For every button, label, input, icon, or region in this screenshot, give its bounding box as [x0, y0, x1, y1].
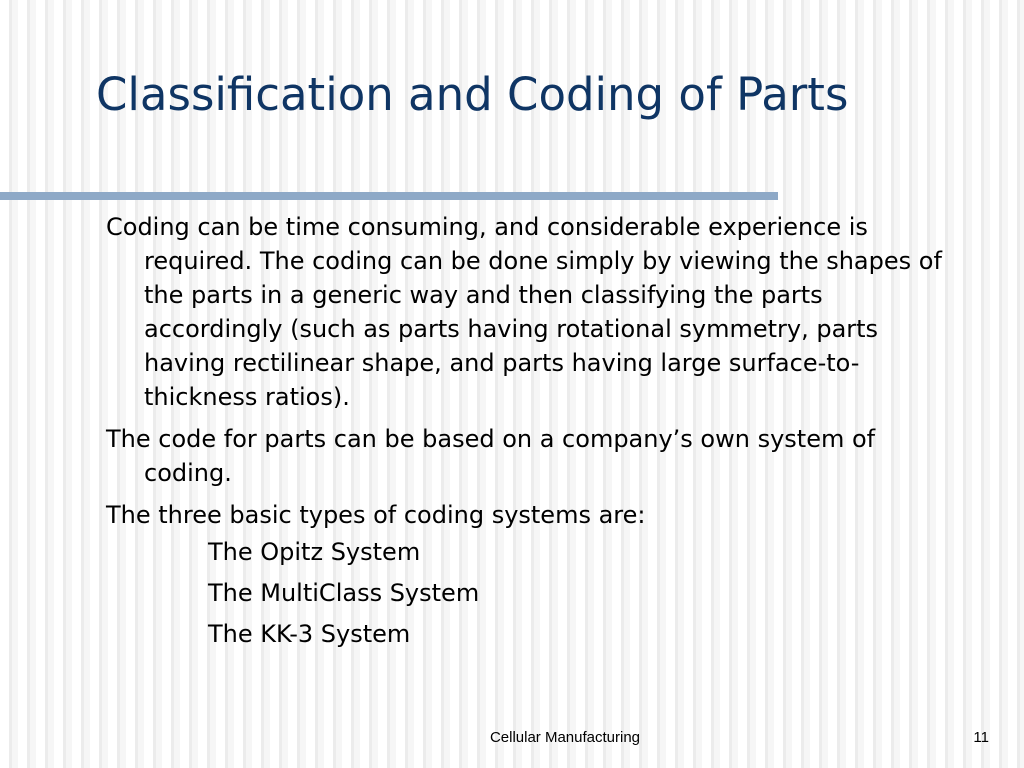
- list-item-multiclass: The MultiClass System: [208, 579, 480, 607]
- list-item-opitz: The Opitz System: [208, 538, 421, 566]
- list-item-kk3: The KK-3 System: [208, 620, 411, 648]
- page-number: 11: [973, 729, 989, 746]
- slide-body: [106, 210, 966, 655]
- body-paragraph-coding-effort: Coding can be time consuming, and considerable experience is required. The coding can be done simply by viewing the shapes of the parts in a generic way and then classifying the parts accordingly (such as parts having rotational symmetry, parts having rectilinear shape, and parts having large surface-to-thickness ratios).: [106, 213, 942, 411]
- body-paragraph-company-code: The code for parts can be based on a company’s own system of coding.: [106, 425, 876, 487]
- title-divider: [0, 192, 778, 200]
- body-paragraph-coding-types: The three basic types of coding systems are:: [106, 501, 646, 529]
- coding-systems-list: [106, 532, 966, 655]
- footer-title: Cellular Manufacturing: [489, 729, 641, 746]
- slide-title: Classification and Coding of Parts: [96, 68, 849, 121]
